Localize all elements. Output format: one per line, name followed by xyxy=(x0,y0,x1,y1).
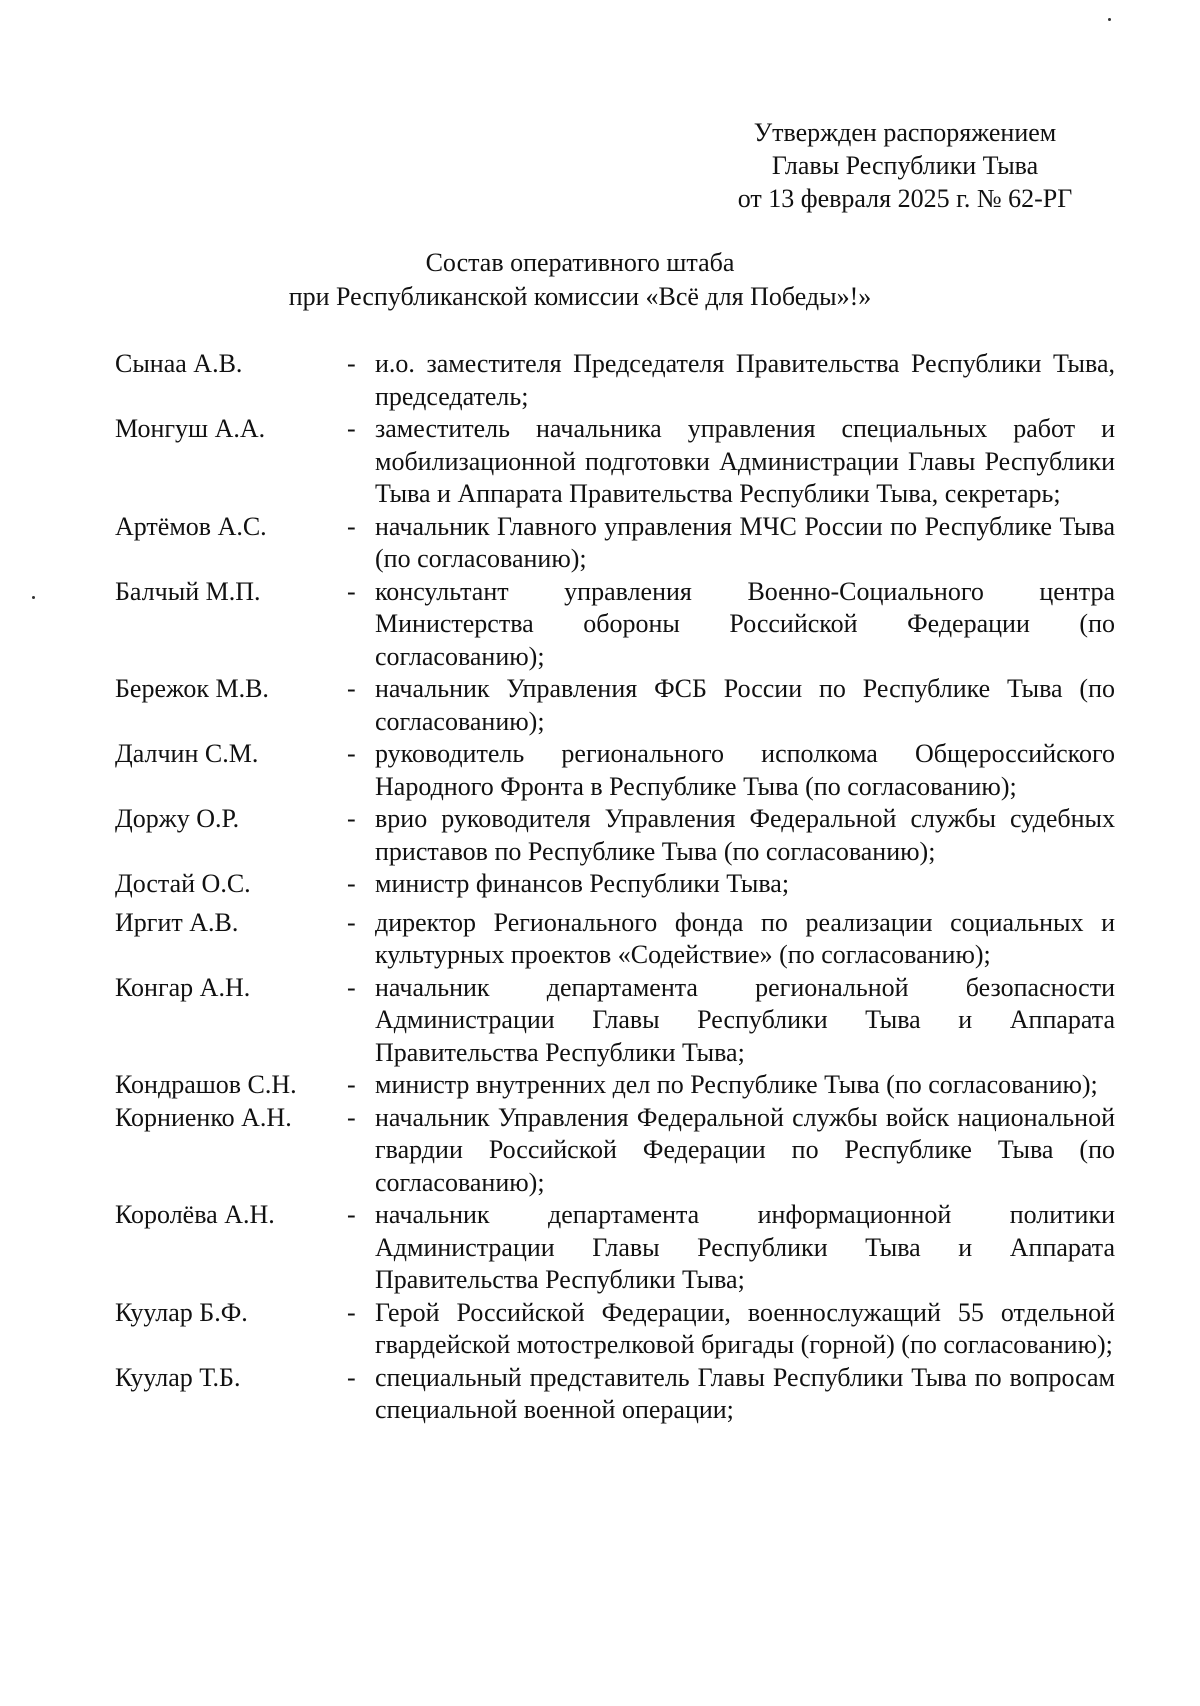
member-dash: - xyxy=(347,1297,356,1327)
member-description: начальник департамента информационной политики Администрации Главы Республики Тыва и Аппарата Правительства Республики Тыва; xyxy=(375,1200,1115,1294)
title-line: при Республиканской комиссии «Всё для Победы»!» xyxy=(288,282,872,311)
member-dash: - xyxy=(347,972,356,1002)
member-row xyxy=(115,972,1115,1070)
member-row xyxy=(115,511,1115,576)
member-name: Монгуш А.А. xyxy=(115,414,266,443)
member-description: начальник департамента региональной безопасности Администрации Главы Республики Тыва и Аппарата Правительства Республики Тыва; xyxy=(375,972,1115,1067)
member-description: специальный представитель Главы Республики Тыва по вопросам специальной военной операции; xyxy=(375,1362,1115,1424)
member-description: и.о. заместителя Председателя Правительства Республики Тыва, председатель; xyxy=(375,349,1115,411)
member-row xyxy=(115,868,1115,901)
member-description: врио руководителя Управления Федеральной службы судебных приставов по Республике Тыва (по согласованию); xyxy=(375,804,1115,866)
member-name: Кондрашов С.Н. xyxy=(115,1070,297,1099)
approval-line: Главы Республики Тыва xyxy=(771,151,1039,180)
member-row xyxy=(115,1102,1115,1200)
member-description: начальник Управления Федеральной службы войск национальной гвардии Российской Федерации по Республике Тыва (по согласованию); xyxy=(375,1102,1115,1197)
member-description: Герой Российской Федерации, военнослужащий 55 отдельной гвардейской мотострелковой бригады (горной) (по согласованию); xyxy=(375,1297,1115,1359)
member-row xyxy=(115,803,1115,868)
member-name: Доржу О.Р. xyxy=(115,804,240,833)
member-row xyxy=(115,413,1115,511)
member-description: руководитель регионального исполкома Общероссийского Народного Фронта в Республике Тыва (по согласованию); xyxy=(375,739,1115,801)
member-description: консультант управления Военно-Социального центра Министерства обороны Российской Федерации (по согласованию); xyxy=(375,576,1115,671)
member-dash: - xyxy=(347,576,356,606)
member-name: Корниенко А.Н. xyxy=(115,1102,292,1132)
member-name: Королёва А.Н. xyxy=(115,1200,275,1229)
member-row xyxy=(115,1069,1115,1102)
member-description: министр внутренних дел по Республике Тыва (по согласованию); xyxy=(375,1070,1098,1099)
member-name: Бережок М.В. xyxy=(115,674,269,703)
member-dash: - xyxy=(347,414,356,443)
approval-line: Утвержден распоряжением xyxy=(753,118,1057,147)
member-name: Куулар Т.Б. xyxy=(115,1362,241,1392)
member-description: начальник Управления ФСБ России по Республике Тыва (по согласованию); xyxy=(375,674,1115,736)
member-dash: - xyxy=(347,1102,356,1132)
scan-speck xyxy=(32,596,35,599)
member-name: Сынаа А.В. xyxy=(115,349,243,378)
member-row xyxy=(115,673,1115,738)
member-description: заместитель начальника управления специальных работ и мобилизационной подготовки Администрации Главы Республики Тыва и Аппарата Правительства Республики Тыва, секретарь; xyxy=(375,414,1115,508)
members-list xyxy=(115,348,1115,1427)
member-dash: - xyxy=(347,869,356,898)
document-title xyxy=(260,246,900,314)
member-dash: - xyxy=(347,674,356,703)
member-row xyxy=(115,576,1115,674)
approval-block xyxy=(690,116,1120,215)
member-row xyxy=(115,1297,1115,1362)
member-row xyxy=(115,348,1115,413)
member-name: Балчый М.П. xyxy=(115,576,261,606)
member-dash: - xyxy=(347,907,356,937)
member-row xyxy=(115,1199,1115,1297)
member-dash: - xyxy=(347,1200,356,1229)
member-description: министр финансов Республики Тыва; xyxy=(375,869,790,898)
member-row xyxy=(115,738,1115,803)
member-name: Артёмов А.С. xyxy=(115,511,267,541)
title-line: Состав оперативного штаба xyxy=(425,248,735,277)
member-name: Достай О.С. xyxy=(115,869,251,898)
member-row xyxy=(115,907,1115,972)
scan-speck xyxy=(1108,18,1111,21)
member-description: директор Регионального фонда по реализации социальных и культурных проектов «Содействие» (по согласованию); xyxy=(375,907,1115,969)
approval-line: от 13 февраля 2025 г. № 62-РГ xyxy=(737,184,1073,213)
member-name: Конгар А.Н. xyxy=(115,972,251,1002)
member-dash: - xyxy=(347,349,356,378)
member-description: начальник Главного управления МЧС России по Республике Тыва (по согласованию); xyxy=(375,511,1115,573)
member-name: Далчин С.М. xyxy=(115,739,259,768)
member-row xyxy=(115,1362,1115,1427)
member-dash: - xyxy=(347,511,356,541)
member-dash: - xyxy=(347,1362,356,1392)
member-name: Иргит А.В. xyxy=(115,907,239,937)
member-dash: - xyxy=(347,804,356,833)
member-dash: - xyxy=(347,739,356,768)
member-dash: - xyxy=(347,1070,356,1099)
member-name: Куулар Б.Ф. xyxy=(115,1297,248,1327)
